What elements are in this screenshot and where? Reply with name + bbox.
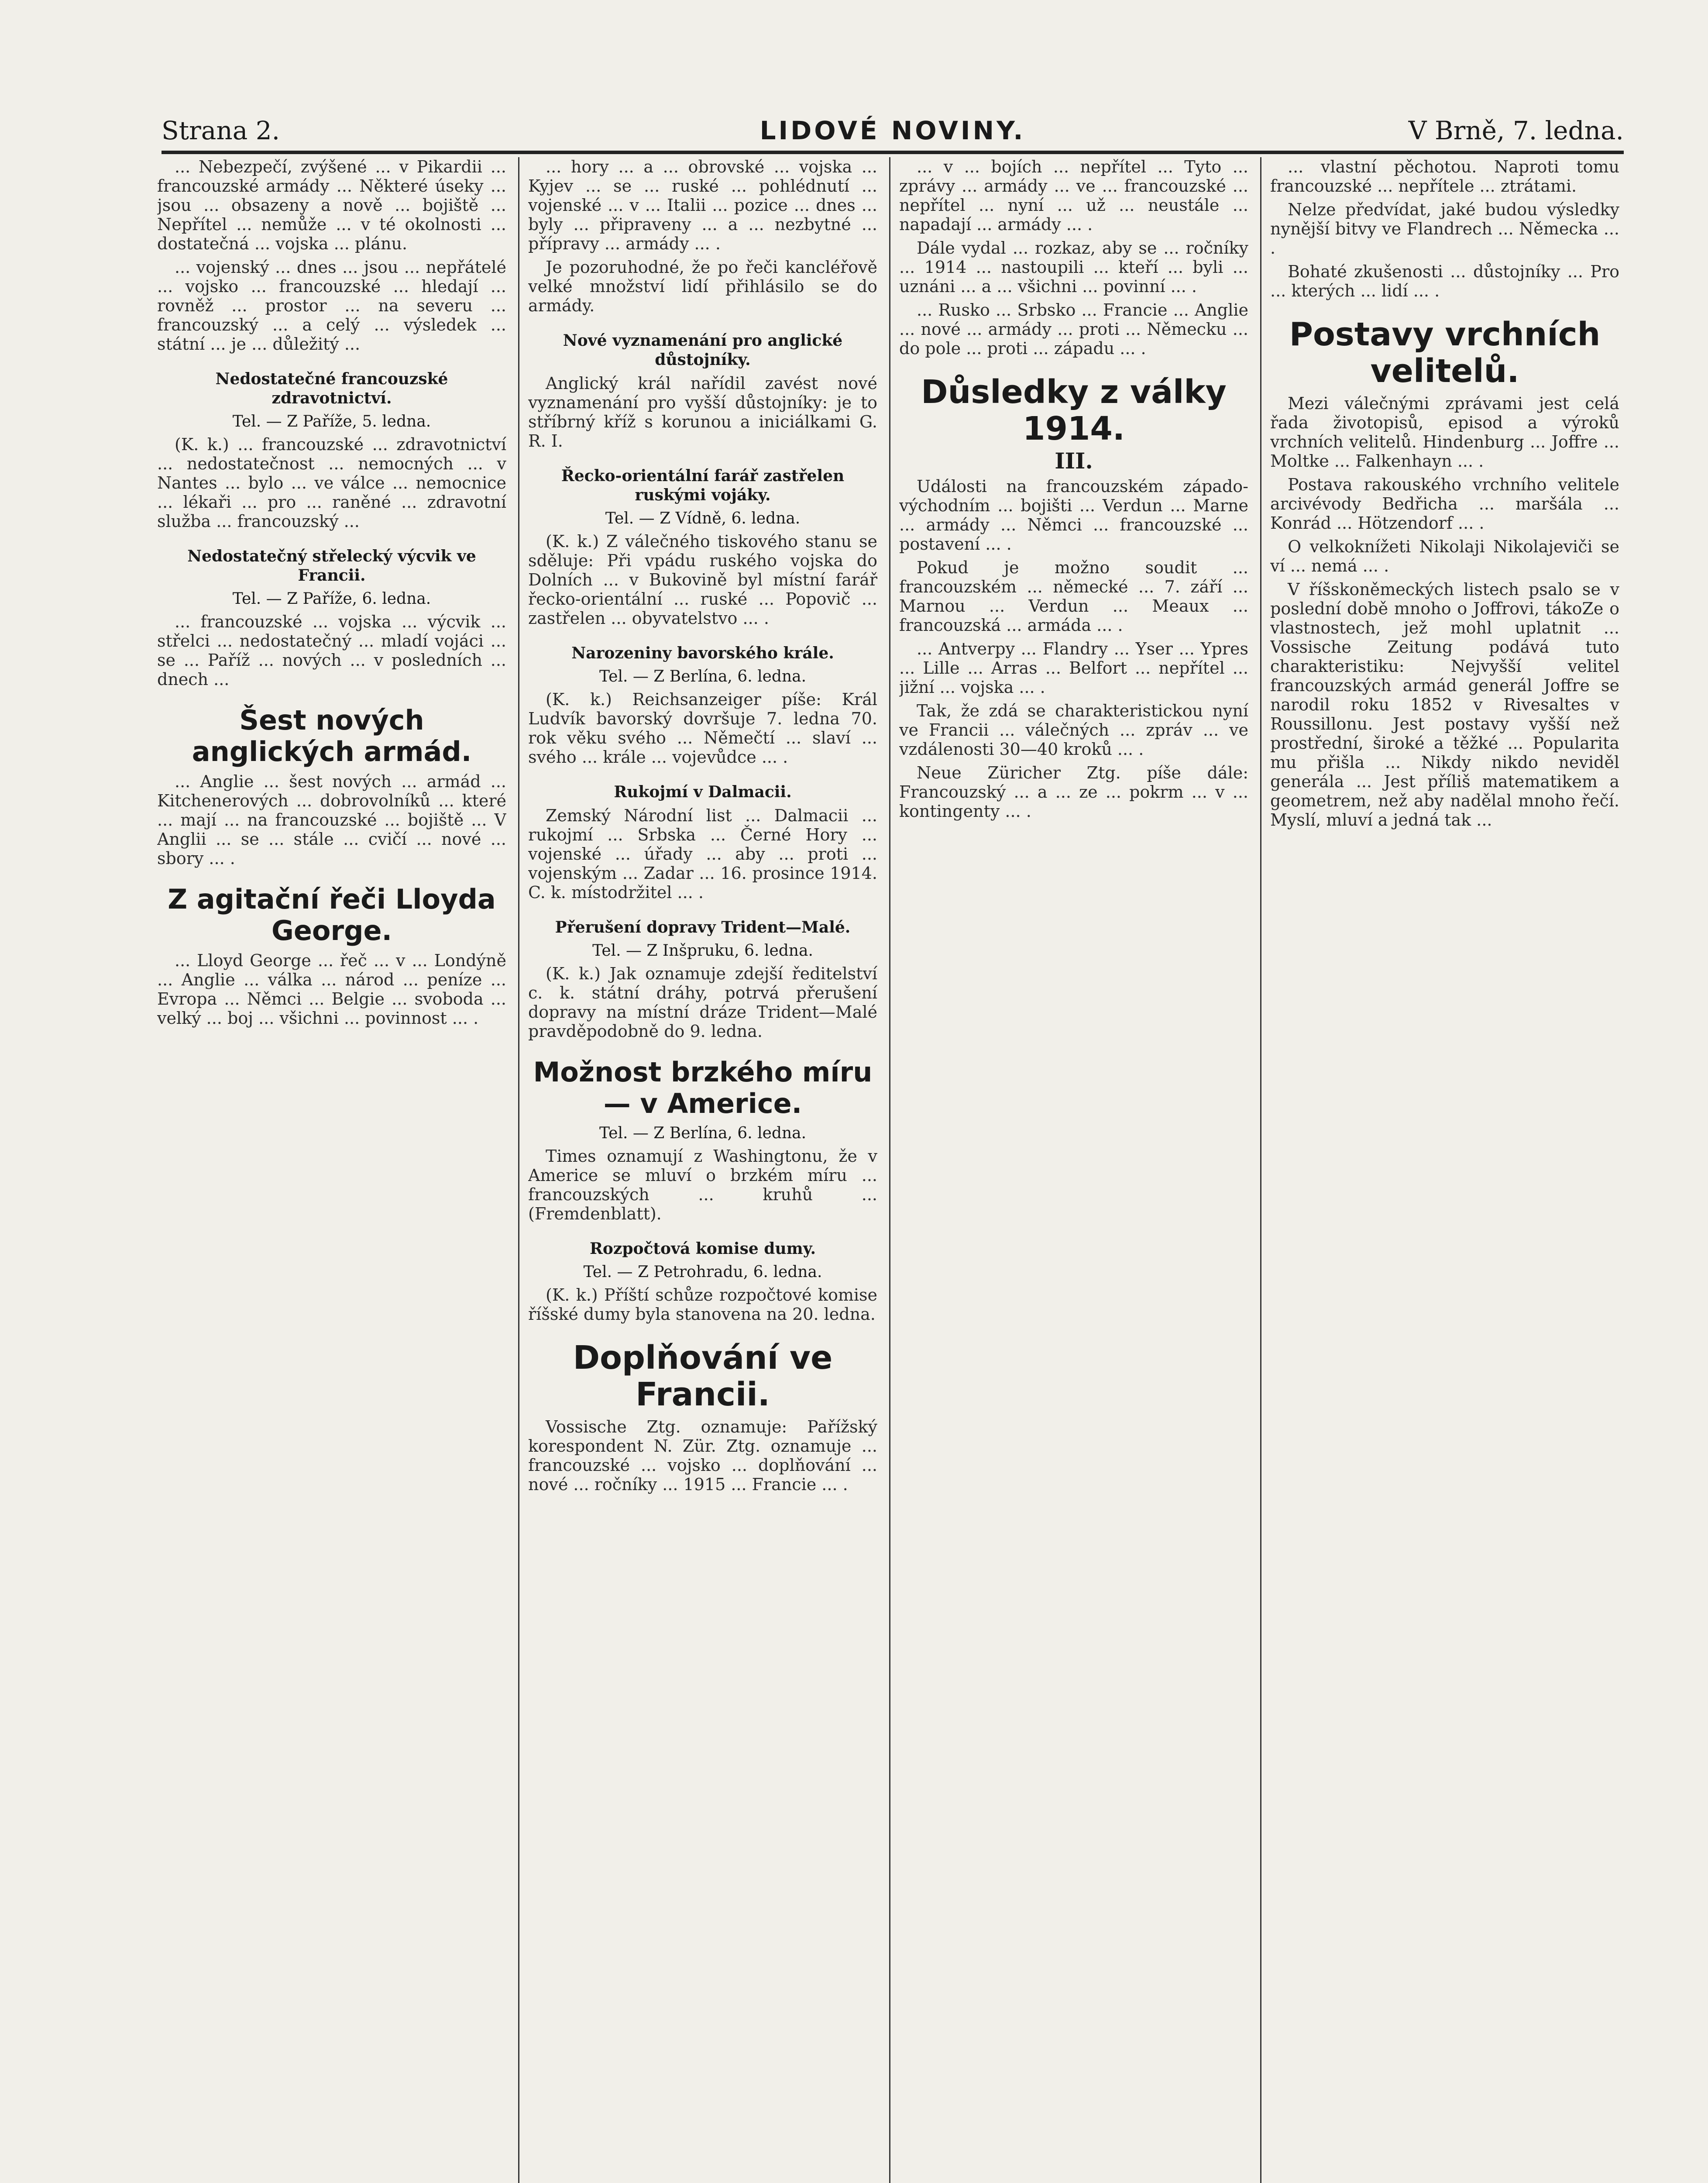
article-paragraph: ... Anglie ... šest nových ... armád ... Kitchenerových ... dobrovolníků ... které ... mají ... na francouzské ... bojiště ... V Anglii ... se ... stále ... cvičí ... nové ... sbory ... .: [157, 772, 506, 868]
article-paragraph: (K. k.) Reichsanzeiger píše: Král Ludvík bavorský dovršuje 7. ledna 70. rok věku svého ... Němečtí ... slaví ... svého ... krále ... vojevůdce ... .: [528, 690, 877, 767]
article-part-number: III.: [1055, 448, 1093, 474]
article-headline: Rozpočtová komise dumy.: [589, 1240, 816, 1258]
article-headline: Z agitační řeči Lloyda George.: [168, 883, 496, 947]
article-paragraph: Bohaté zkušenosti ... důstojníky ... Pro ... kterých ... lidí ... .: [1270, 262, 1619, 300]
article-paragraph: (K. k.) Jak oznamuje zdejší ředitelství c. k. státní dráhy, potrvá přerušení dopravy na místní dráze Trident—Malé pravděpodobně do 9. ledna.: [528, 964, 877, 1041]
column-1: [157, 157, 506, 2183]
newspaper-title: LIDOVÉ NOVINY.: [759, 116, 1026, 145]
article-paragraph: Zemský Národní list ... Dalmacii ... rukojmí ... Srbska ... Černé Hory ... vojenské ... úřady ... aby ... proti ... vojenským ... Zadar ... 16. prosince 1914. C. k. místodržitel ... .: [528, 806, 877, 902]
article-paragraph: Tak, že zdá se charakteristickou nyní ve Francii ... válečných ... zpráv ... ve vzdálenosti 30—40 kroků ... .: [899, 701, 1248, 759]
article-headline: Nedostatečný střelecký výcvik ve Francii.: [187, 547, 476, 585]
dateline: Tel. — Z Vídně, 6. ledna.: [605, 510, 801, 527]
article-paragraph: (K. k.) ... francouzské ... zdravotnictví ... nedostatečnost ... nemocných ... v Nantes ... bylo ... ve válce ... nemocnice ... lékaři ... pro ... raněné ... zdravotní služba ... francouzský ...: [157, 435, 506, 531]
article-paragraph: ... Lloyd George ... řeč ... v ... Londýně ... Anglie ... válka ... národ ... peníze ... Evropa ... Němci ... Belgie ... svoboda ... velký ... boj ... všichni ... povinnost ... .: [157, 951, 506, 1028]
article-headline: Nové vyznamenání pro anglické důstojníky.: [563, 331, 843, 369]
page-number: Strana 2.: [162, 116, 280, 145]
dateline: Tel. — Z Inšpruku, 6. ledna.: [592, 942, 813, 960]
dateline: Tel. — Z Petrohradu, 6. ledna.: [583, 1263, 822, 1281]
article-paragraph: ... vojenský ... dnes ... jsou ... nepřátelé ... vojsko ... francouzské ... hledají ... rovněž ... prostor ... na severu ... francouzský ... a celý ... výsledek ... státní ... je ... důležitý ...: [157, 258, 506, 354]
article-paragraph: ... hory ... a ... obrovské ... vojska ... Kyjev ... se ... ruské ... pohlédnutí ... vojenské ... v ... Italii ... pozice ... dnes ... byly ... připraveny ... a ... nezbytné ... přípravy ... armády ... .: [528, 157, 877, 253]
article-paragraph: Dále vydal ... rozkaz, aby se ... ročníky ... 1914 ... nastoupili ... kteří ... byli ... uznáni ... a ... všichni ... povinní ... .: [899, 238, 1248, 296]
article-paragraph: Postava rakouského vrchního velitele arcivévody Bedřicha ... maršála ... Konrád ... Hötzendorf ... .: [1270, 475, 1619, 533]
dateline: Tel. — Z Berlína, 6. ledna.: [599, 668, 807, 685]
column-rule: [889, 157, 890, 2183]
article-paragraph: Anglický král nařídil zavést nové vyznamenání pro vyšší důstojníky: je to stříbrný kříž s korunou a iniciálkami G. R. I.: [528, 374, 877, 451]
column-rule: [518, 157, 519, 2183]
article-headline: Možnost brzkého míru — v Americe.: [533, 1056, 873, 1119]
column-rule: [1260, 157, 1261, 2183]
article-paragraph: Události na francouzském západo-východním ... bojišti ... Verdun ... Marne ... armády ... Němci ... francouzské ... postavení ... .: [899, 477, 1248, 554]
article-paragraph: ... Antverpy ... Flandry ... Yser ... Ypres ... Lille ... Arras ... Belfort ... nepřítel ... jižní ... vojska ... .: [899, 639, 1248, 697]
article-headline: Rukojmí v Dalmacii.: [614, 783, 792, 801]
article-paragraph: Je pozoruhodné, že po řeči kancléřově velké množství lidí přihlásilo se do armády.: [528, 258, 877, 315]
article-headline: Doplňování ve Francii.: [573, 1339, 833, 1413]
article-paragraph: (K. k.) Příští schůze rozpočtové komise říšské dumy byla stanovena na 20. ledna.: [528, 1285, 877, 1324]
place-date: V Brně, 7. ledna.: [1408, 116, 1624, 145]
article-headline: Narozeniny bavorského krále.: [571, 644, 834, 662]
article-paragraph: ... Nebezpečí, zvýšené ... v Pikardii ... francouzské armády ... Některé úseky ... jsou ... obsazeny a nově ... bojiště ... Nepřítel ... nemůže ... v té okolnosti ... dostatečná ... vojska ... plánu.: [157, 157, 506, 253]
article-paragraph: (K. k.) Z válečného tiskového stanu se sděluje: Při vpádu ruského vojska do Dolních ... v Bukovině byl místní farář řecko-orientální ... ruské ... Popovič ... zastřelen ... obyvatelstvo ... .: [528, 532, 877, 628]
column-4: [1270, 157, 1619, 2183]
masthead: [162, 111, 1624, 154]
column-2: [528, 157, 877, 2183]
article-paragraph: Pokud je možno soudit ... francouzském ... německé ... 7. září ... Marnou ... Verdun ... Meaux ... francouzská ... armáda ... .: [899, 558, 1248, 635]
article-headline: Přerušení dopravy Trident—Malé.: [555, 918, 851, 937]
article-paragraph: ... vlastní pěchotou. Naproti tomu francouzské ... nepřítele ... ztrátami.: [1270, 157, 1619, 196]
dateline: Tel. — Z Paříže, 5. ledna.: [232, 413, 431, 430]
article-headline: Nedostatečné francouzské zdravotnictví.: [215, 370, 448, 407]
article-paragraph: V říšskoněmeckých listech psalo se v poslední době mnoho o Joffrovi, tákoZe o vlastnostech, jež mohl uplatnit ... Vossische Zeitung podává tuto charakteristiku: Nejvyšší velitel francouzských armád generál Joffre se narodil roku 1852 v Rivesaltes v Roussillonu. Jest postavy vyšší než prostřední, široké a těžké ... Popularita mu přišla ... Nikdy nikdo neviděl generála ... Jest příliš matematikem a geometrem, než aby nadělal mnoho řečí. Myslí, mluví a jedná tak ...: [1270, 580, 1619, 830]
article-headline: Důsledky z války 1914.: [921, 373, 1227, 448]
article-paragraph: Neue Züricher Ztg. píše dále: Francouzský ... a ... ze ... pokrm ... v ... kontingenty ... .: [899, 763, 1248, 821]
article-paragraph: Times oznamují z Washingtonu, že v Americe se mluví o brzkém míru ... francouzských ... kruhů ... (Fremdenblatt).: [528, 1147, 877, 1223]
article-headline: Šest nových anglických armád.: [192, 704, 472, 768]
article-headline: Postavy vrchních velitelů.: [1289, 316, 1601, 390]
article-paragraph: ... v ... bojích ... nepřítel ... Tyto ... zprávy ... armády ... ve ... francouzské ... nepřítel ... nyní ... už ... neustále ... napadají ... armády ... .: [899, 157, 1248, 234]
article-paragraph: ... Rusko ... Srbsko ... Francie ... Anglie ... nové ... armády ... proti ... Německu ... do pole ... proti ... západu ... .: [899, 300, 1248, 358]
dateline: Tel. — Z Paříže, 6. ledna.: [232, 590, 431, 608]
article-headline: Řecko-orientální farář zastřelen ruskými vojáky.: [561, 467, 845, 504]
dateline: Tel. — Z Berlína, 6. ledna.: [599, 1124, 807, 1142]
article-paragraph: Nelze předvídat, jaké budou výsledky nynější bitvy ve Flandrech ... Německa ... .: [1270, 200, 1619, 258]
column-3: [899, 157, 1248, 2183]
article-paragraph: O velkoknížeti Nikolaji Nikolajeviči se ví ... nemá ... .: [1270, 537, 1619, 575]
article-paragraph: Vossische Ztg. oznamuje: Pařížský korespondent N. Zür. Ztg. oznamuje ... francouzské ... vojsko ... doplňování ... nové ... ročníky ... 1915 ... Francie ... .: [528, 1417, 877, 1494]
article-paragraph: Mezi válečnými zprávami jest celá řada životopisů, episod a výroků vrchních velitelů. Hindenburg ... Joffre ... Moltke ... Falkenhayn ... .: [1270, 394, 1619, 471]
article-paragraph: ... francouzské ... vojska ... výcvik ... střelci ... nedostatečný ... mladí vojáci ... se ... Paříž ... nových ... v posledních ... dnech ...: [157, 612, 506, 689]
